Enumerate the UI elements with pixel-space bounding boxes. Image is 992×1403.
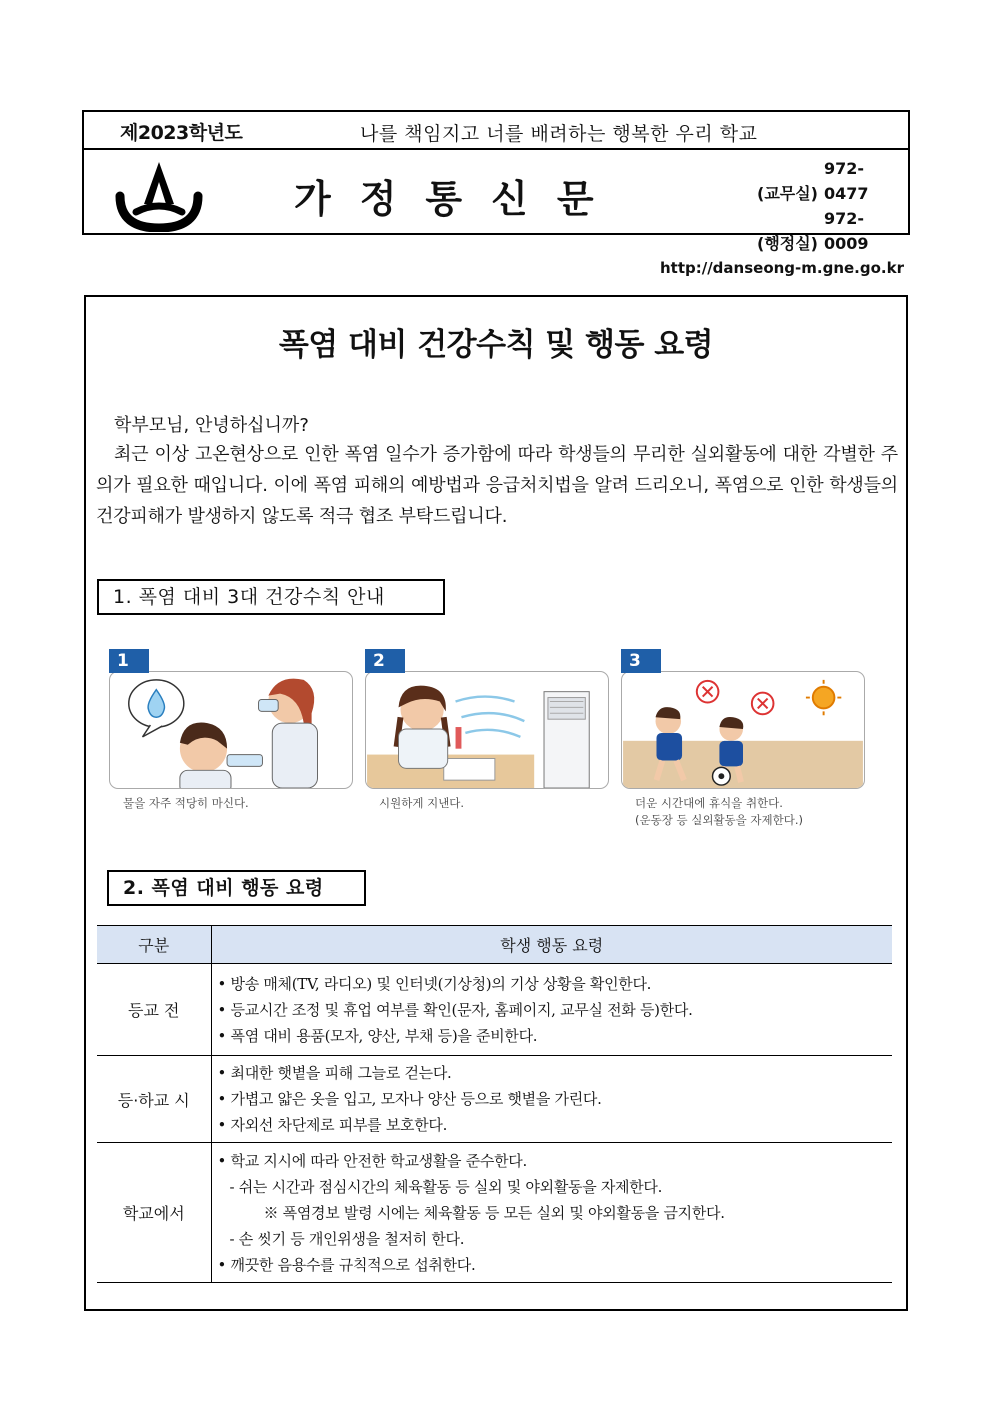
action-item: • 폭염 대비 용품(모자, 양산, 부채 등)을 준비한다. [217, 1026, 538, 1045]
table-row [97, 1143, 892, 1283]
table-cell-category: 학교에서 [97, 1143, 211, 1283]
contact-label: (교무실) [757, 184, 818, 203]
rule-caption [123, 795, 249, 812]
table-header-row [97, 926, 892, 964]
rule-caption-line: (운동장 등 실외활동을 자제한다.) [635, 813, 804, 827]
table-row [97, 1056, 892, 1143]
contact-number: 972-0477 [824, 159, 869, 203]
table-cell-category: 등교 전 [97, 964, 211, 1056]
action-item: • 최대한 햇볕을 피해 그늘로 걷는다. [217, 1064, 452, 1082]
table-cell-items [211, 1143, 892, 1283]
table-cell-items [211, 964, 892, 1056]
page-title: 폭염 대비 건강수칙 및 행동 요령 [278, 327, 714, 363]
school-year: 제2023학년도 [120, 122, 243, 144]
rule-caption-line: 물을 자주 적당히 마신다. [123, 796, 249, 810]
newsletter-title: 가정통신문 [294, 177, 623, 221]
action-subitem: - 쉬는 시간과 점심시간의 체육활동 등 실외 및 야외활동을 자제한다. [229, 1177, 663, 1196]
section2-title: 2. 폭염 대비 행동 요령 [107, 870, 366, 906]
rule-number-badge: 1 [109, 649, 149, 673]
air-conditioner-icon [365, 671, 609, 789]
intro-paragraph: 최근 이상 고온현상으로 인한 폭염 일수가 증가함에 따라 학생들의 무리한 실외활동에 대한 각별한 주의가 필요한 때입니다. 이에 폭염 피해의 예방법과 응급처치법을 알려 드리오니, 폭염으로 인한 학생들의 건강피해가 발생하지 않도록 적극 협조 부탁드립니다. [96, 444, 898, 527]
no-outdoor-activity-icon [621, 671, 865, 789]
action-item: • 깨끗한 음용수를 규칙적으로 섭취한다. [217, 1255, 476, 1274]
header-top-row [84, 112, 908, 150]
action-item: • 학교 지시에 따라 안전한 학교생활을 준수한다. [217, 1151, 527, 1170]
main-content-box [84, 295, 908, 1311]
action-item: • 등교시간 조정 및 휴업 여부를 확인(문자, 홈페이지, 교무실 전화 등)한다. [217, 1000, 693, 1019]
school-website: http://danseong-m.gne.go.kr [659, 259, 904, 277]
greeting-text: 학부모님, 안녕하십니까? [114, 415, 309, 436]
contact-admin-office [660, 206, 904, 256]
action-subitem: - 손 씻기 등 개인위생을 철저히 한다. [229, 1229, 465, 1248]
table-cell-items [211, 1056, 892, 1143]
rule-caption [635, 795, 803, 829]
action-item: • 방송 매체(TV, 라디오) 및 인터넷(기상청)의 기상 상황을 확인한다. [217, 974, 652, 993]
table-header-category: 구분 [97, 926, 211, 964]
contact-academic-office [660, 156, 904, 206]
rule-caption-line: 시원하게 지낸다. [379, 796, 465, 810]
contact-label: (행정실) [757, 234, 818, 253]
section1-title: 1. 폭염 대비 3대 건강수칙 안내 [97, 579, 445, 615]
rule-caption [379, 795, 464, 812]
action-note: ※ 폭염경보 발령 시에는 체육활동 등 모든 실외 및 야외활동을 금지한다. [263, 1203, 725, 1222]
school-emblem-icon [114, 156, 204, 232]
action-guide-table [97, 925, 892, 1283]
newsletter-header [82, 110, 910, 277]
rule-number-badge: 2 [365, 649, 405, 673]
table-cell-category: 등·하교 시 [97, 1056, 211, 1143]
contact-info [660, 156, 904, 280]
contact-number: 972-0009 [824, 209, 869, 253]
drinking-water-icon [109, 671, 353, 789]
table-row [97, 964, 892, 1056]
table-header-actions: 학생 행동 요령 [211, 926, 892, 964]
action-item: • 가볍고 얇은 옷을 입고, 모자나 양산 등으로 햇볕을 가린다. [217, 1090, 602, 1108]
action-item: • 자외선 차단제로 피부를 보호한다. [217, 1116, 448, 1134]
rule-number-badge: 3 [621, 649, 661, 673]
rule-caption-line: 더운 시간대에 휴식을 취한다. [635, 796, 783, 810]
school-motto: 나를 책임지고 너를 배려하는 행복한 우리 학교 [360, 123, 758, 145]
